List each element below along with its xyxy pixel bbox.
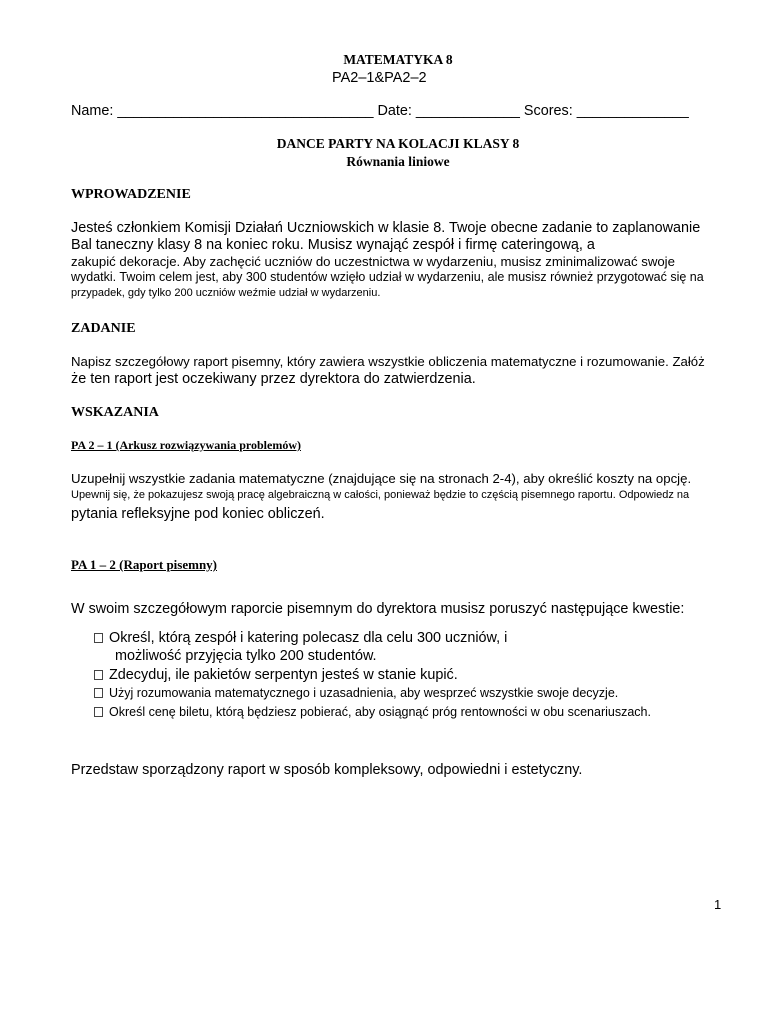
intro-line: przypadek, gdy tylko 200 uczniów weźmie udział w wydarzeniu. bbox=[71, 287, 381, 299]
pa1-line: Uzupełnij wszystkie zadania matematyczne (znajdujące się na stronach 2-4), aby określić koszty na opcję. bbox=[71, 471, 692, 486]
intro-line: Bal taneczny klasy 8 na koniec roku. Musisz wynająć zespół i firmę cateringową, a bbox=[71, 237, 595, 253]
page-number: 1 bbox=[714, 897, 722, 912]
closing-line: Przedstaw sporządzony raport w sposób kompleksowy, odpowiedni i estetyczny. bbox=[71, 762, 583, 778]
pa2-intro: W swoim szczegółowym raporcie pisemnym do dyrektora musisz poruszyć następujące kwestie: bbox=[71, 601, 685, 617]
intro-line: wydatki. Twoim celem jest, aby 300 studentów wzięło udział w wydarzeniu, ale musisz również przygotować się na bbox=[71, 270, 704, 284]
checkbox-icon bbox=[94, 633, 103, 643]
checkbox-icon bbox=[94, 688, 103, 698]
guidelines-heading: WSKAZANIA bbox=[71, 405, 159, 420]
intro-line: zakupić dekoracje. Aby zachęcić uczniów do uczestnictwa w wydarzeniu, musisz zminimalizować swoje bbox=[71, 254, 675, 269]
pa2-heading: PA 1 – 2 (Raport pisemny) bbox=[71, 557, 218, 572]
pa1-heading: PA 2 – 1 (Arkusz rozwiązywania problemów) bbox=[71, 438, 301, 452]
pa1-line: pytania refleksyjne pod koniec obliczeń. bbox=[71, 506, 325, 522]
document-subtitle: Równania liniowe bbox=[346, 154, 450, 169]
subject-title: MATEMATYKA 8 bbox=[343, 52, 453, 67]
task-heading: ZADANIE bbox=[71, 321, 136, 336]
bullet-item: Użyj rozumowania matematycznego i uzasadnienia, aby wesprzeć wszystkie swoje decyzje. bbox=[94, 686, 618, 700]
intro-heading: WPROWADZENIE bbox=[71, 187, 191, 202]
checkbox-icon bbox=[94, 670, 103, 680]
bullet-item: Określ cenę biletu, którą będziesz pobierać, aby osiągnąć próg rentowności w obu scenariuszach. bbox=[94, 705, 651, 719]
assignment-code: PA2–1&PA2–2 bbox=[332, 70, 427, 86]
task-line: Napisz szczegółowy raport pisemny, który zawiera wszystkie obliczenia matematyczne i rozumowanie. Załóż bbox=[71, 354, 705, 369]
bullet-item: Zdecyduj, ile pakietów serpentyn jesteś w stanie kupić. bbox=[94, 667, 458, 683]
bullet-item: Określ, którą zespół i katering polecasz dla celu 300 uczniów, i bbox=[94, 630, 507, 646]
intro-line: Jesteś członkiem Komisji Działań Uczniowskich w klasie 8. Twoje obecne zadanie to zaplanowanie bbox=[71, 220, 701, 236]
student-fields-line: Name: ________________________________ Date: _____________ Scores: ______________ bbox=[71, 103, 689, 119]
bullet-continuation: możliwość przyjęcia tylko 200 studentów. bbox=[115, 648, 377, 664]
document-title: DANCE PARTY NA KOLACJI KLASY 8 bbox=[276, 136, 520, 151]
checkbox-icon bbox=[94, 707, 103, 717]
task-line: że ten raport jest oczekiwany przez dyrektora do zatwierdzenia. bbox=[71, 371, 476, 387]
pa1-line: Upewnij się, że pokazujesz swoją pracę algebraiczną w całości, ponieważ będzie to częścią pisemnego raportu. Odpowiedz na bbox=[71, 489, 690, 501]
